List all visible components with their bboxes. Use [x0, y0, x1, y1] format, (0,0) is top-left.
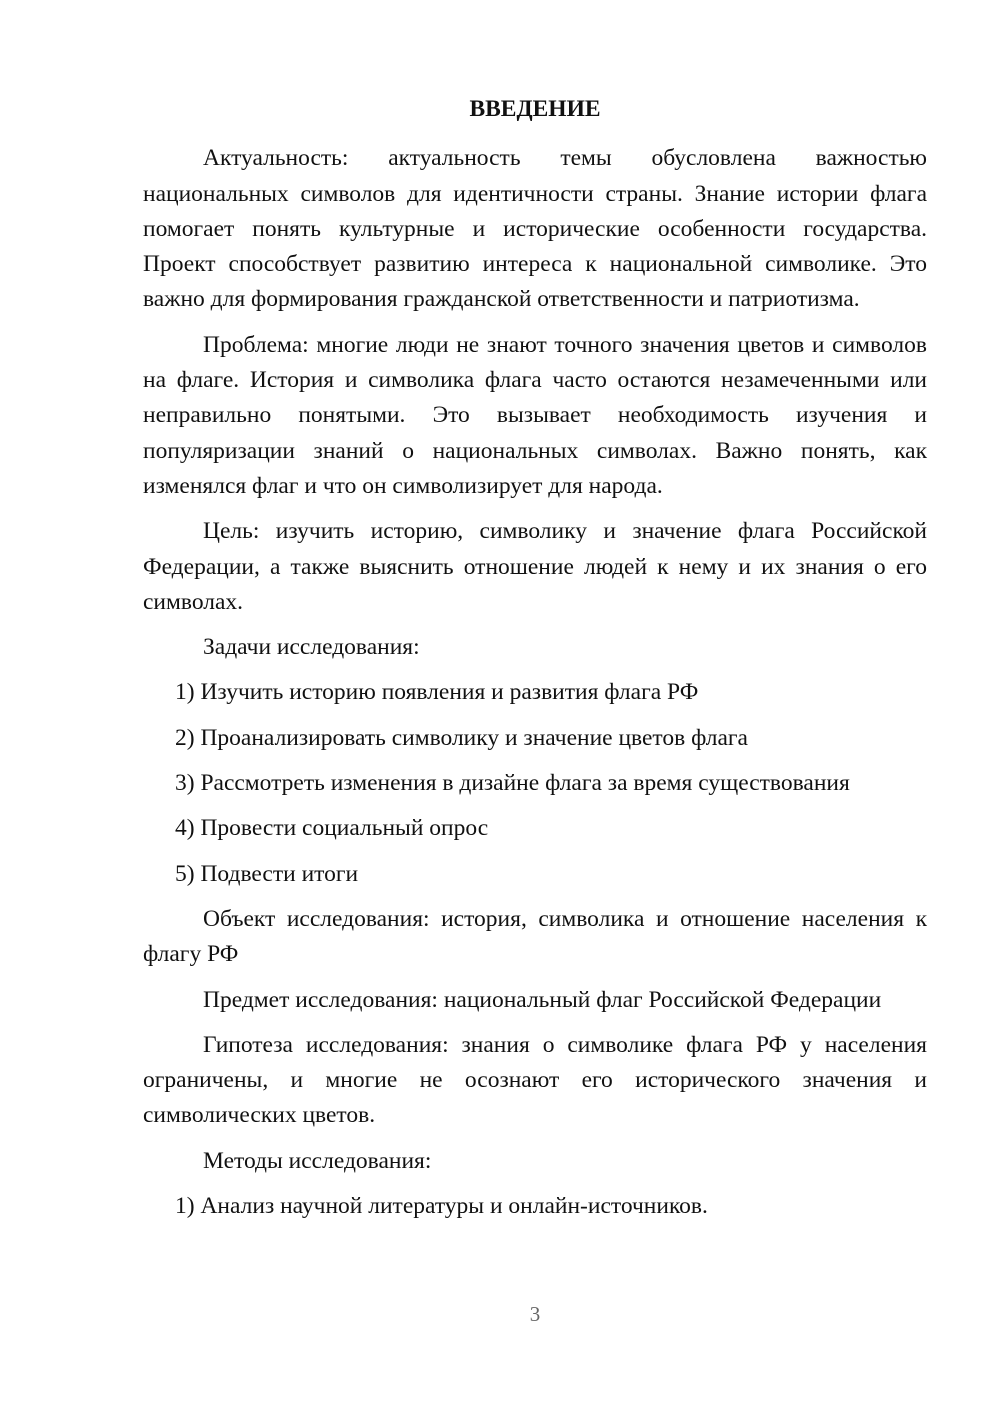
task-item: 5) Подвести итоги — [175, 860, 359, 887]
paragraph-object: Объект исследования: история, символика и отношение населения к флагу РФ — [143, 905, 927, 968]
methods-heading: Методы исследования: — [203, 1147, 432, 1174]
page-content — [143, 92, 927, 1234]
page-number: 3 — [529, 1302, 541, 1326]
paragraph-hypothesis: Гипотеза исследования: знания о символике флага РФ у населения ограничены, и многие не осознают его исторического значения и символических цветов. — [143, 1031, 927, 1129]
paragraph-relevance: Актуальность: актуальность темы обусловлена важностью национальных символов для идентичности страны. Знание истории флага помогает понять культурные и исторические особенности государства. Проект способствует развитию интереса к национальной символике. Это важно для формирования гражданской ответственности и патриотизма. — [143, 145, 927, 313]
paragraph-problem: Проблема: многие люди не знают точного значения цветов и символов на флаге. История и символика флага часто остаются незамеченными или неправильно понятыми. Это вызывает необходимость изучения и популяризации знаний о национальных символах. Важно понять, как изменялся флаг и что он символизирует для народа. — [143, 331, 927, 499]
task-item: 4) Провести социальный опрос — [175, 815, 489, 842]
method-item: 1) Анализ научной литературы и онлайн-источников. — [175, 1193, 708, 1220]
tasks-heading: Задачи исследования: — [203, 634, 420, 661]
section-title: ВВЕДЕНИЕ — [469, 96, 601, 122]
task-item: 1) Изучить историю появления и развития флага РФ — [175, 679, 699, 706]
paragraph-subject: Предмет исследования: национальный флаг Российской Федерации — [203, 986, 882, 1013]
task-item: 2) Проанализировать символику и значение цветов флага — [175, 724, 748, 751]
paragraph-goal: Цель: изучить историю, символику и значение флага Российской Федерации, а также выяснить отношение людей к нему и их знания о его символах. — [143, 518, 927, 615]
task-item: 3) Рассмотреть изменения в дизайне флага за время существования — [175, 770, 850, 797]
